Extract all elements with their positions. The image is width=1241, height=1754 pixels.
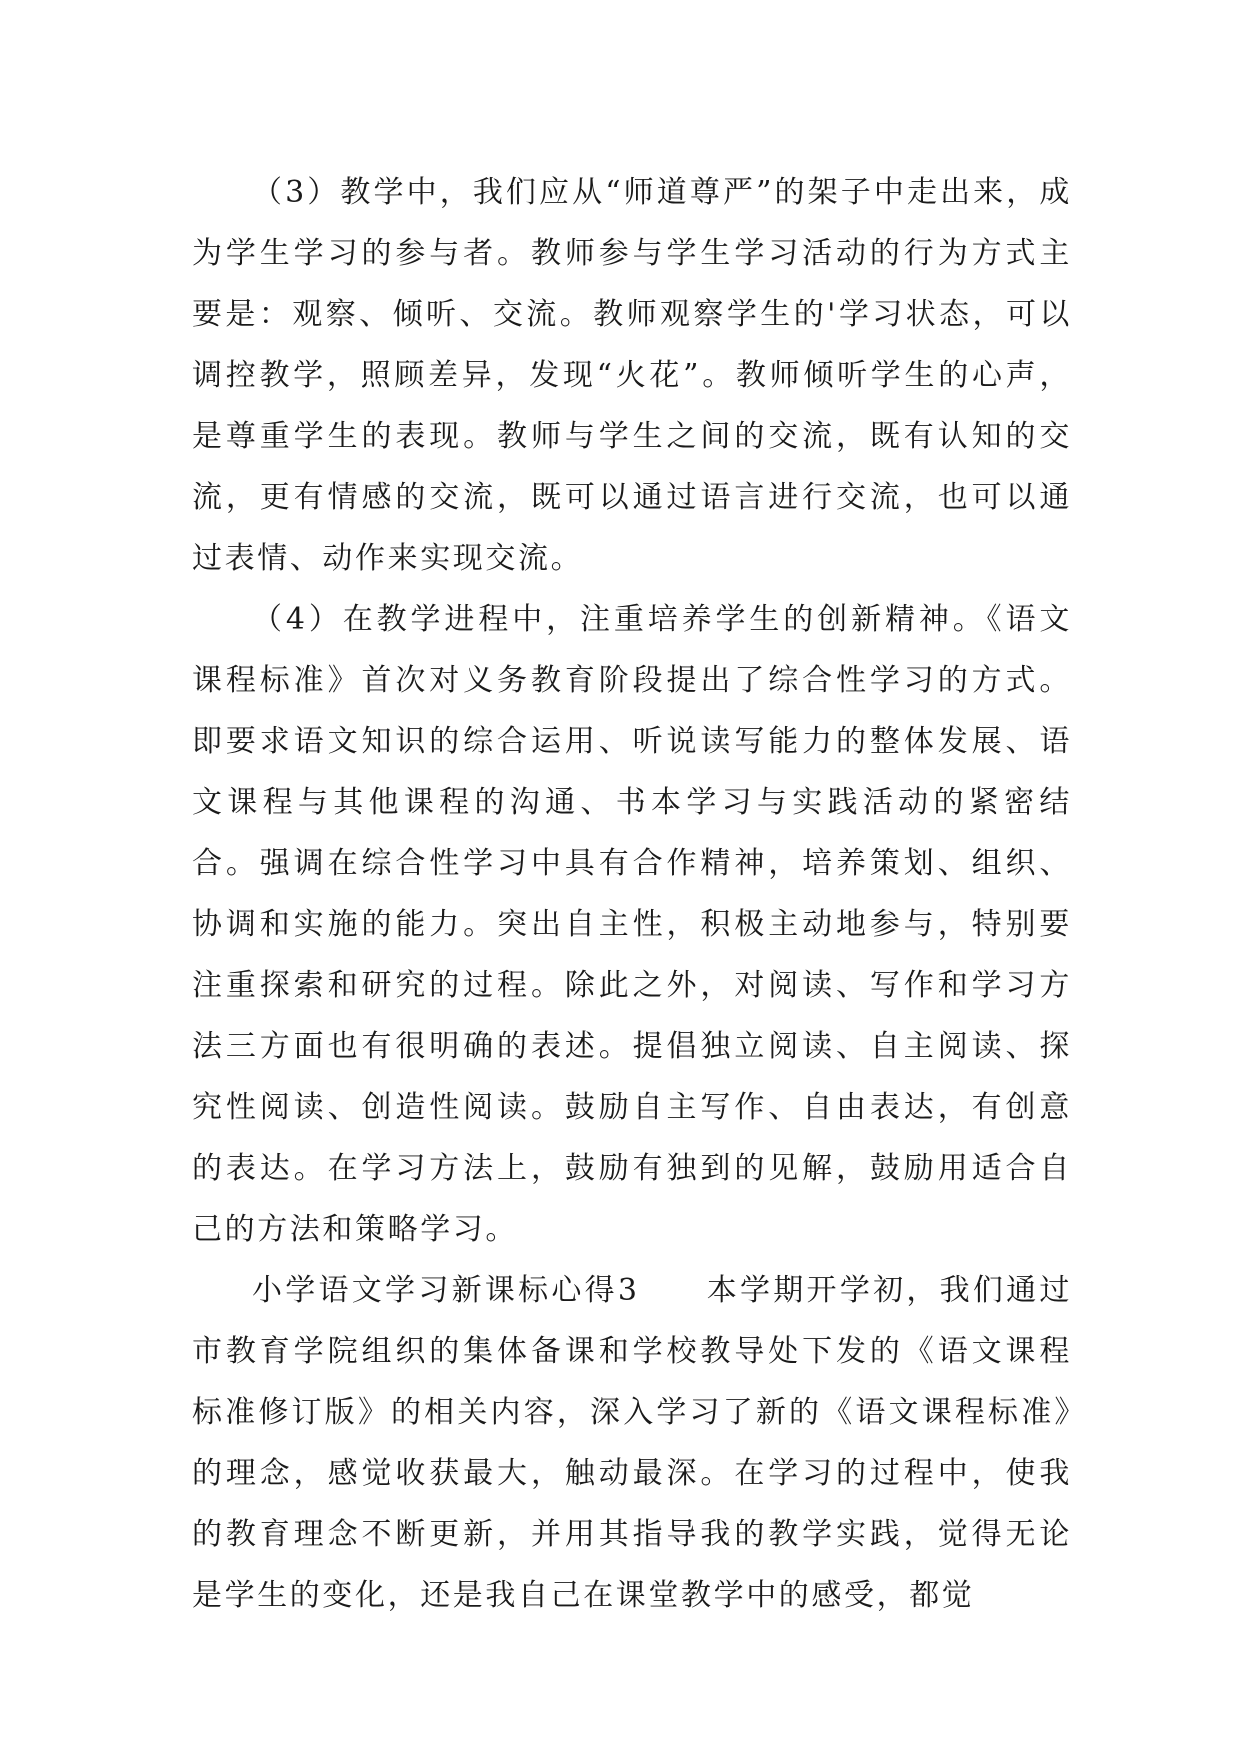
body-text	[192, 162, 1072, 1626]
paragraph-4-innovation-spirit: （4）在教学进程中，注重培养学生的创新精神。《语文课程标准》首次对义务教育阶段提出了综合性学习的方式。即要求语文知识的综合运用、听说读写能力的整体发展、语文课程与其他课程的沟通、书本学习与实践活动的紧密结合。强调在综合性学习中具有合作精神，培养策划、组织、协调和实施的能力。突出自主性，积极主动地参与，特别要注重探索和研究的过程。除此之外，对阅读、写作和学习方法三方面也有很明确的表述。提倡独立阅读、自主阅读、探究性阅读、创造性阅读。鼓励自主写作、自由表达，有创意的表达。在学习方法上，鼓励有独到的见解，鼓励用适合自己的方法和策略学习。	[192, 602, 1072, 1247]
paragraph-reflection-3: 小学语文学习新课标心得3 本学期开学初，我们通过市教育学院组织的集体备课和学校教导处下发的《语文课程标准修订版》的相关内容，深入学习了新的《语文课程标准》的理念，感觉收获最大，触动最深。在学习的过程中，使我的教育理念不断更新，并用其指导我的教学实践，觉得无论是学生的变化，还是我自己在课堂教学中的感受，都觉	[192, 1273, 1072, 1613]
paragraph-3-teacher-participation: （3）教学中，我们应从“师道尊严”的架子中走出来，成为学生学习的参与者。教师参与学生学习活动的行为方式主要是：观察、倾听、交流。教师观察学生的'学习状态，可以调控教学，照顾差异，发现“火花”。教师倾听学生的心声，是尊重学生的表现。教师与学生之间的交流，既有认知的交流，更有情感的交流，既可以通过语言进行交流，也可以通过表情、动作来实现交流。	[192, 175, 1072, 576]
